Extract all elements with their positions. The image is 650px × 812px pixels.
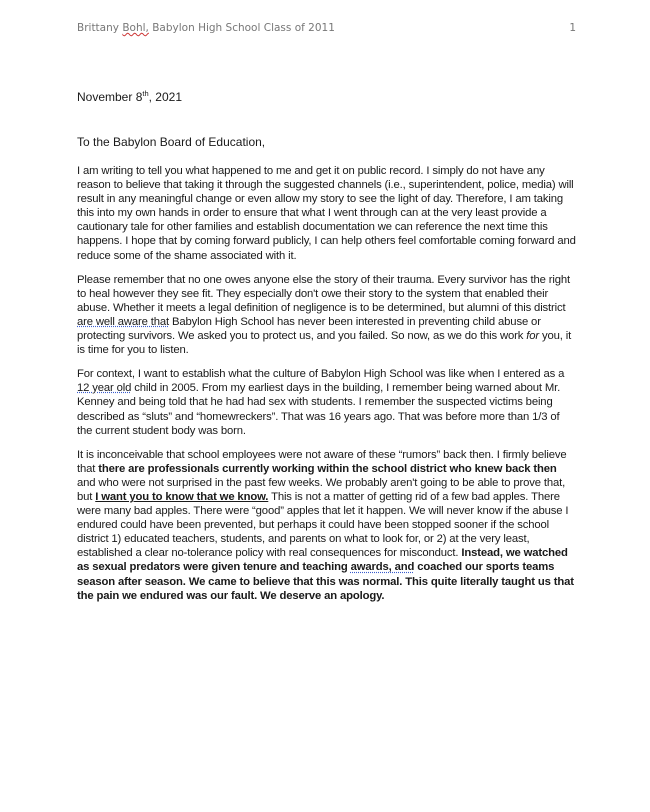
p3-text-marked: 12 year old: [77, 382, 132, 395]
paragraph-3: [77, 367, 577, 437]
p4-text-bold-marked: awards, and: [350, 561, 415, 574]
date-main: November 8: [77, 90, 143, 104]
paragraph-1: I am writing to tell you what happened to me and get it on public record. I simply do not have any reason to believe that taking it through the suggested channels (i.e., superintendent, police, media) will result in any meaningful change or even allow my story to see the light of day. Therefore, I am taking this into my own hands in order to ensure that what I went through can at the very least provide a cautionary tale for other families and establish documentation we can reference the next time this happens. I hope that by coming forward publicly, I can help others feel comfortable coming forward and reduce some of the shame associated with it.: [77, 165, 576, 262]
p4-text-bold-2: Instead, we watched as sexual predators were given tenure and teaching: [77, 547, 568, 574]
header-school: Babylon High School Class of 2011: [152, 22, 335, 34]
p2-text-a: Please remember that no one owes anyone else the story of their trauma. Every survivor has the right to heal however they see fit. They especially don't owe their story to the system that enabled their abuse. Whether it meets a legal definition of negligence is to be determined, but alumni of this district: [77, 273, 570, 314]
date-year: , 2021: [148, 90, 183, 104]
p4-text-bold-1: there are professionals currently working within the school district who knew back then: [98, 462, 557, 475]
p2-text-marked: are well aware that: [77, 315, 169, 328]
letter-date: [77, 89, 182, 104]
p2-text-c: Babylon High School has never been interested in preventing child abuse or protecting survivors. We asked you to protect us, and you failed. So now, as we do this work: [77, 315, 541, 343]
p2-text-e: you, it is time for you to listen.: [77, 330, 572, 357]
p3-text-c: child in 2005. From my earliest days in the building, I remember being warned about Mr. Kenney and being told that he had had sex with students. I remember the suspected victims being described as “sluts” and “homewreckers”. That was 16 years ago. That was before more than 1/3 of the current student body was born.: [77, 382, 561, 437]
paragraph-4: [77, 448, 577, 603]
p4-text-a: It is inconceivable that school employees were not aware of these “rumors” back then. I firmly believe that: [77, 448, 567, 475]
paragraph-2: [77, 273, 577, 358]
header-author-first: Brittany: [77, 22, 119, 34]
header-author-last: Bohl,: [122, 22, 149, 34]
p4-text-bold-underline: I want you to know that we know.: [95, 490, 269, 503]
page-header: [77, 22, 576, 34]
p4-text-e: This is not a matter of getting rid of a few bad apples. There were many bad apples. There were “good” apples that let it happen. We will never know if the abuse I endured could have been prevented, but perhaps it could have been stopped sooner if the school district 1) educated teachers, students, and parents on what to look for, or 2) at the very least, established a clear no-tolerance policy with real consequences for misconduct.: [77, 490, 569, 560]
salutation: To the Babylon Board of Education,: [77, 135, 266, 149]
p4-text-bold-3: coached our sports teams season after season. We came to believe that this was normal. This quite literally taught us that the pain we endured was our fault. We deserve an apology.: [77, 561, 574, 602]
p3-text-a: For context, I want to establish what the culture of Babylon High School was like when I entered as a: [77, 368, 565, 381]
p4-text-c: and who were not surprised in the past few weeks. We probably aren't going to be able to prove that, but: [77, 476, 566, 503]
letter-body: [77, 164, 577, 613]
page-number: 1: [569, 22, 576, 34]
date-suffix: th: [142, 89, 149, 98]
p2-text-italic: for: [526, 330, 539, 343]
